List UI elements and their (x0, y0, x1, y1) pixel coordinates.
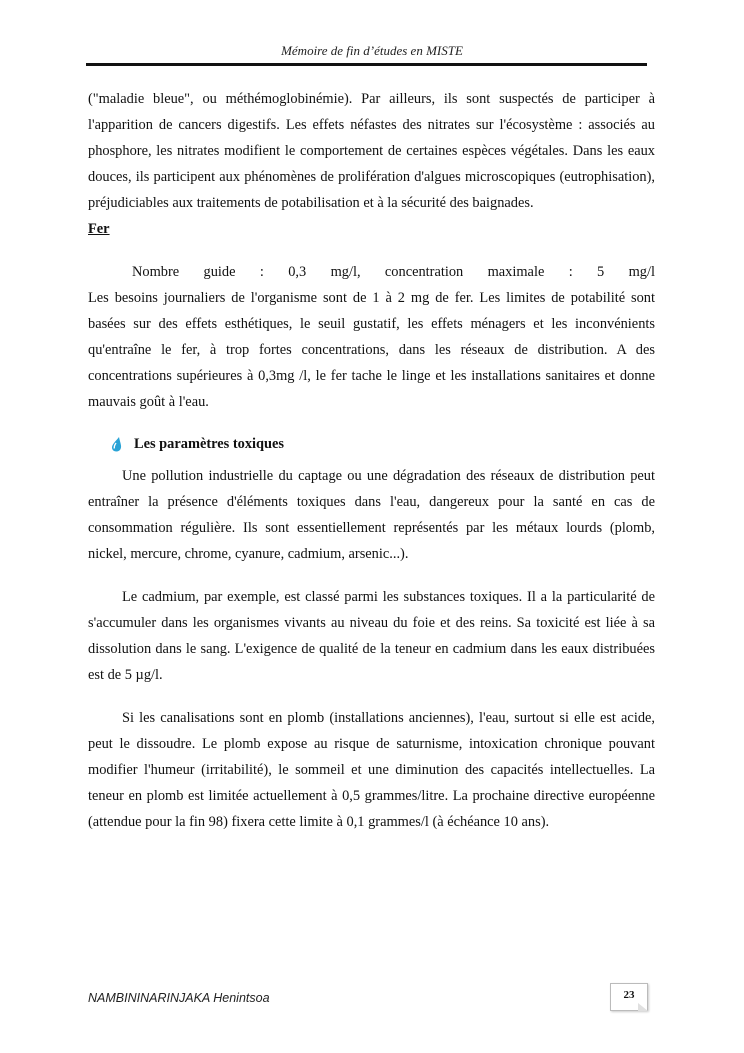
page-content (88, 86, 655, 835)
paragraph-nitrates: ("maladie bleue", ou méthémoglobinémie). Par ailleurs, ils sont suspectés de participer à l'apparition de cancers digestifs. Les effets néfastes des nitrates sur l'écosystème : associés au phosphore, les nitrates modifient le comportement de certaines espèces végétales. Dans les eaux douces, ils participent aux phénomènes de prolifération d'algues microscopiques (eutrophisation), préjudiciables aux traitements de potabilisation et à la sécurité des baignades. (88, 91, 655, 211)
page-number: 23 (623, 989, 635, 1001)
section-heading-toxiques (110, 431, 655, 457)
fer-guide-values: Nombre guide : 0,3 mg/l, concentration maximale : 5 mg/l (132, 264, 655, 280)
header-rule (86, 63, 647, 66)
footer-author: NAMBININARINJAKA Henintsoa (88, 991, 270, 1005)
paragraph-plomb: Si les canalisations sont en plomb (installations anciennes), l'eau, surtout si elle est acide, peut le dissoudre. Le plomb expose au risque de saturnisme, intoxication chronique pouvant modifier l'humeur (irritabilité), le sommeil et une diminution des capacités intellectuelles. La teneur en plomb est limitée actuellement à 0,5 grammes/litre. La prochaine directive européenne (attendue pour la fin 98) fixera cette limite à 0,1 grammes/l (à échéance 10 ans). (88, 710, 655, 830)
section-title-toxiques: Les paramètres toxiques (134, 436, 285, 452)
water-drop-icon (110, 436, 124, 452)
section-title-fer: Fer (88, 221, 110, 237)
page-number-box (610, 983, 648, 1011)
running-header: Mémoire de fin d’études en MISTE (281, 43, 463, 58)
paragraph-fer: Les besoins journaliers de l'organisme sont de 1 à 2 mg de fer. Les limites de potabilité sont basées sur des effets esthétiques, le seuil gustatif, les effets ménagers et les inconvénients qu'entraîne le fer, à trop fortes concentrations, dans les réseaux de distribution. A des concentrations supérieures à 0,3mg /l, le fer tache le linge et les installations sanitaires et donne mauvais goût à l'eau. (88, 290, 655, 410)
paragraph-cadmium: Le cadmium, par exemple, est classé parmi les substances toxiques. Il a la particularité de s'accumuler dans les organismes vivants au niveau du foie et des reins. Sa toxicité est liée à sa dissolution dans le sang. L'exigence de qualité de la teneur en cadmium dans les eaux distribuées est de 5 µg/l. (88, 589, 655, 683)
paragraph-toxiques-intro: Une pollution industrielle du captage ou une dégradation des réseaux de distribution peut entraîner la présence d'éléments toxiques dans l'eau, dangereux pour la santé en cas de consommation régulière. Ils sont essentiellement représentés par les métaux lourds (plomb, nickel, mercure, chrome, cyanure, cadmium, arsenic...). (88, 468, 655, 562)
page-fold-icon (638, 1003, 648, 1011)
